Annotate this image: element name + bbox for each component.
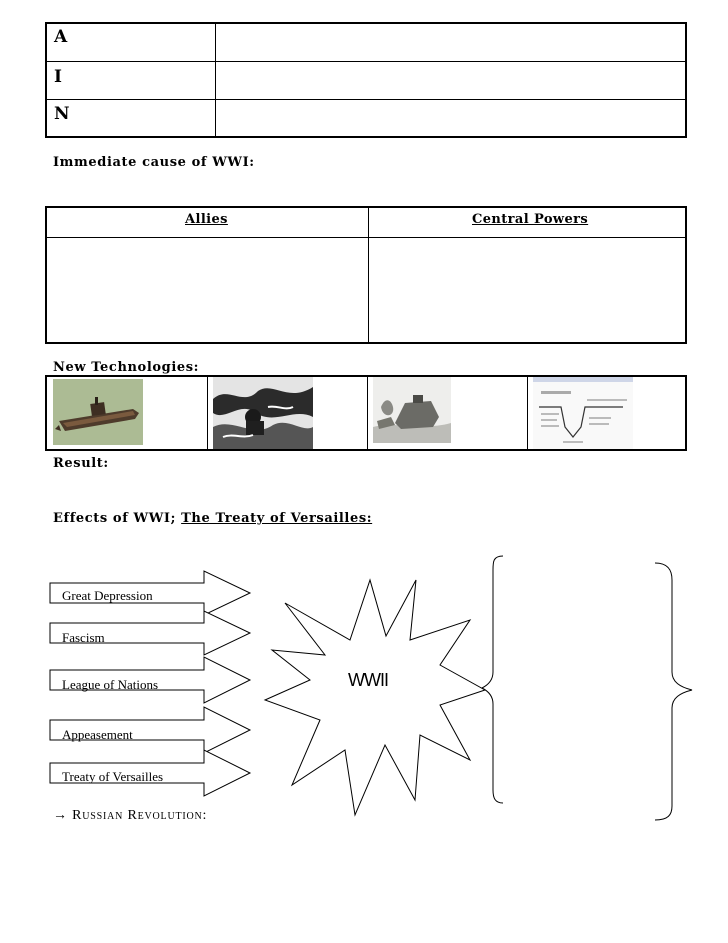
wwii-label: WWII (348, 670, 388, 690)
starburst-shape (265, 580, 485, 815)
new-technologies-label: New Technologies: (53, 360, 200, 375)
ain-letter-a: A (54, 27, 68, 47)
effects-prefix: Effects of WWI; (53, 511, 182, 526)
russian-revolution-label: → Russian Revolution: (53, 808, 208, 823)
left-brace (482, 556, 503, 803)
arrow-label-league-of-nations: League of Nations (62, 677, 159, 692)
treaty-of-versailles-heading: The Treaty of Versailles: (181, 511, 373, 526)
right-brace (655, 563, 692, 820)
ain-letter-i: I (54, 67, 62, 87)
central-powers-header: Central Powers (472, 212, 589, 227)
result-label: Result: (53, 456, 109, 471)
arrow-label-fascism: Fascism (62, 630, 105, 645)
arrow-label-great-depression: Great Depression (62, 588, 153, 603)
arrow-label-appeasement: Appeasement (62, 727, 133, 742)
arrow-label-treaty-of-versailles: Treaty of Versailles (62, 769, 164, 784)
allies-header: Allies (185, 212, 228, 227)
immediate-cause-label: Immediate cause of WWI: (53, 155, 255, 170)
ain-letter-n: N (54, 104, 70, 124)
